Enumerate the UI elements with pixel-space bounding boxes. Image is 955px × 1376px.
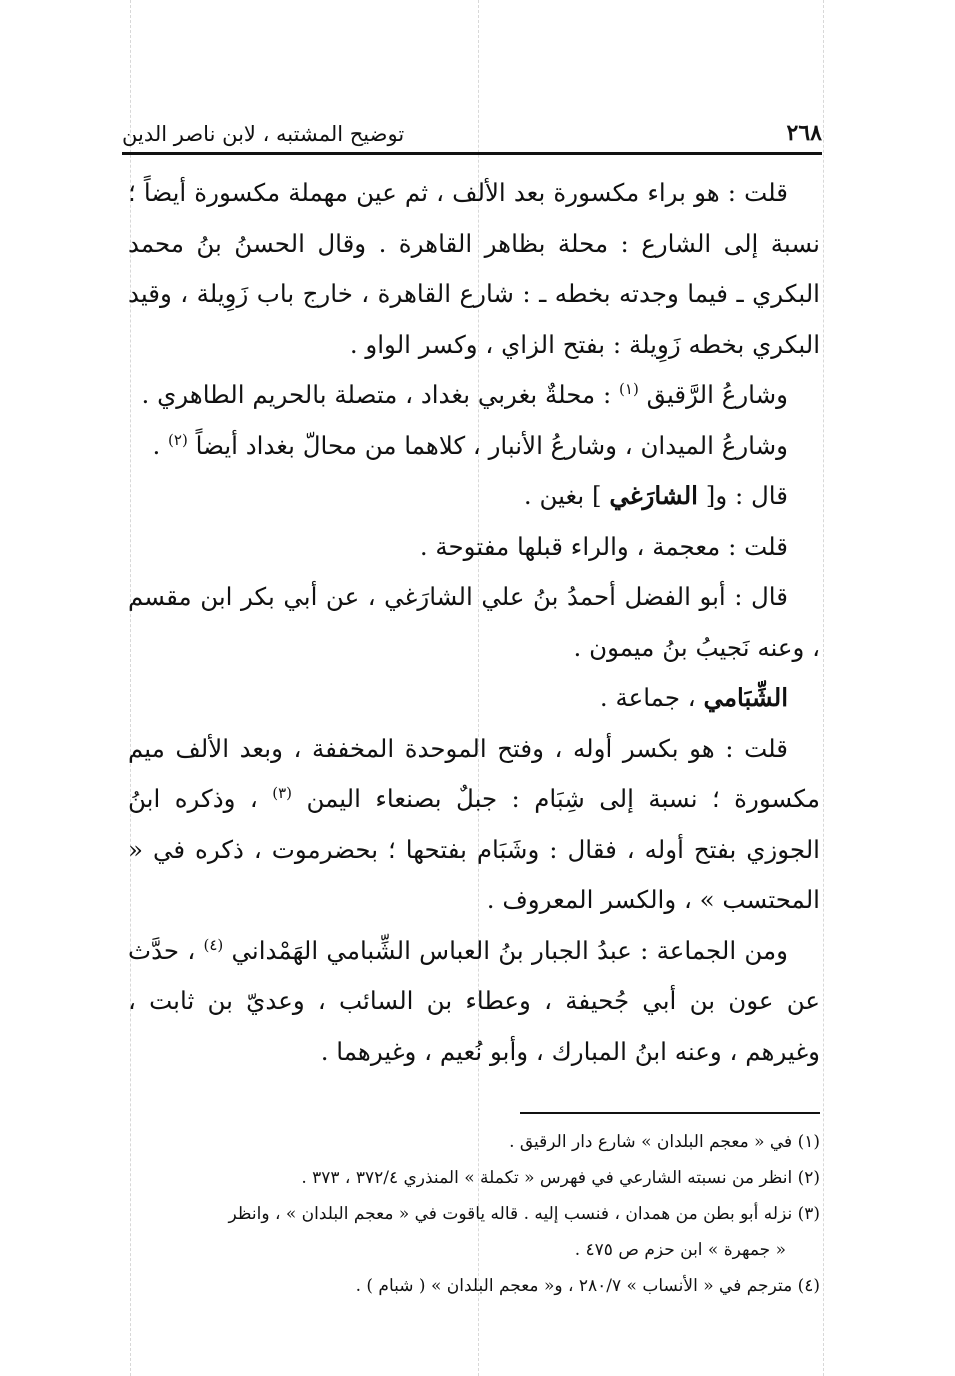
headword: الشِّبَامي	[703, 683, 788, 712]
footnote: (١) في « معجم البلدان » شارع دار الرقيق .	[509, 1132, 820, 1152]
footnote: (٢) انظر من نسبته الشارعي في فهرس « تكملة » المنذري ٣٧٢/٤ ، ٣٧٣ .	[301, 1168, 820, 1188]
paragraph-text: قال : أبو الفضل أحمدُ بنُ علي الشارَغي ، عن أبي بكر ابن مقسم ، وعنه نَجيبُ بنُ ميمون .	[128, 582, 820, 662]
page-number: ٢٦٨	[786, 120, 822, 146]
paragraph-text: وشارعُ الرَّقيق	[646, 380, 788, 409]
paragraph	[128, 471, 820, 522]
paragraph-text: .	[152, 430, 161, 460]
paragraph-text: ومن الجماعة : عبدُ الجبار بنُ العباس الشِّبامي الهَمْداني	[231, 935, 788, 965]
paragraph-text: قلت : معجمة ، والراء قبلها مفتوحة .	[419, 531, 788, 561]
paragraph	[128, 421, 820, 472]
footnote: (٣) نزله أبو بطن من همدان ، فنسب إليه . قاله ياقوت في « معجم البلدان » ، وانظر	[228, 1204, 820, 1224]
paragraph	[128, 370, 820, 421]
footnote-separator	[520, 1112, 820, 1114]
paragraph	[128, 522, 820, 573]
paragraph-text: : محلةٌ بغربي بغداد ، متصلة بالحريم الطاهري .	[141, 380, 612, 409]
footnote-ref: (٢)	[168, 430, 188, 449]
paragraph	[128, 926, 820, 1078]
footnote-ref: (٣)	[272, 783, 293, 802]
paragraph-text: ، حدَّث عن عون بن أبي جُحيفة ، وعطاء بن السائب ، وعديّ بن ثابت ، وغيرهم ، وعنه ابنُ المبارك ، وأبو نُعيم ، وغيرهما .	[128, 935, 820, 1066]
page-header	[122, 100, 822, 155]
scan-guide-line	[823, 0, 824, 1376]
headword: الشارَغي	[609, 481, 698, 510]
paragraph	[128, 724, 820, 926]
paragraph-text: قال : و[	[698, 481, 788, 510]
footnote-ref: (١)	[619, 379, 639, 398]
paragraph-text: ] بغين .	[523, 481, 610, 510]
paragraph-text: قلت : هو بكسر أوله ، وفتح الموحدة المخففة ، وبعد الألف ميم مكسورة ؛ نسبة إلى شِبَام : جبلٌ بصنعاء اليمن	[128, 733, 820, 813]
main-text	[128, 168, 820, 1077]
footnote: (٤) مترجم في « الأنساب » ٢٨٠/٧ ، و« معجم البلدان » ( شبام ) .	[355, 1276, 820, 1296]
footnote-ref: (٤)	[203, 935, 224, 954]
paragraph-text: ، وذكره ابنُ الجوزي بفتح أوله ، فقال : وشَبَام بفتحها ؛ بحضرموت ، ذكره في « المحتسب » ، والكسر المعروف .	[128, 784, 820, 914]
paragraph	[128, 168, 820, 370]
paragraph	[128, 673, 820, 724]
running-title: توضيح المشتبه ، لابن ناصر الدين	[122, 122, 405, 146]
paragraph-text: ، جماعة .	[599, 683, 704, 712]
paragraph-text: قلت : هو براء مكسورة بعد الألف ، ثم عين مهملة مكسورة أيضاً ؛ نسبة إلى الشارع : محلة بظاهر القاهرة . وقال الحسنُ بنُ محمد البكري ـ فيما وجدته بخطه ـ : شارع القاهرة ، خارج باب زَوِيلة ، وقيد البكري بخطه زَوِيلة : بفتح الزاي ، وكسر الواو .	[128, 178, 820, 359]
paragraph-text: وشارعُ الميدان ، وشارعُ الأنبار ، كلاهما من محالّ بغداد أيضاً	[195, 430, 788, 460]
footnotes	[128, 1124, 820, 1304]
footnote-continuation: « جمهرة » ابن حزم ص ٤٧٥ .	[574, 1240, 786, 1260]
paragraph	[128, 572, 820, 673]
